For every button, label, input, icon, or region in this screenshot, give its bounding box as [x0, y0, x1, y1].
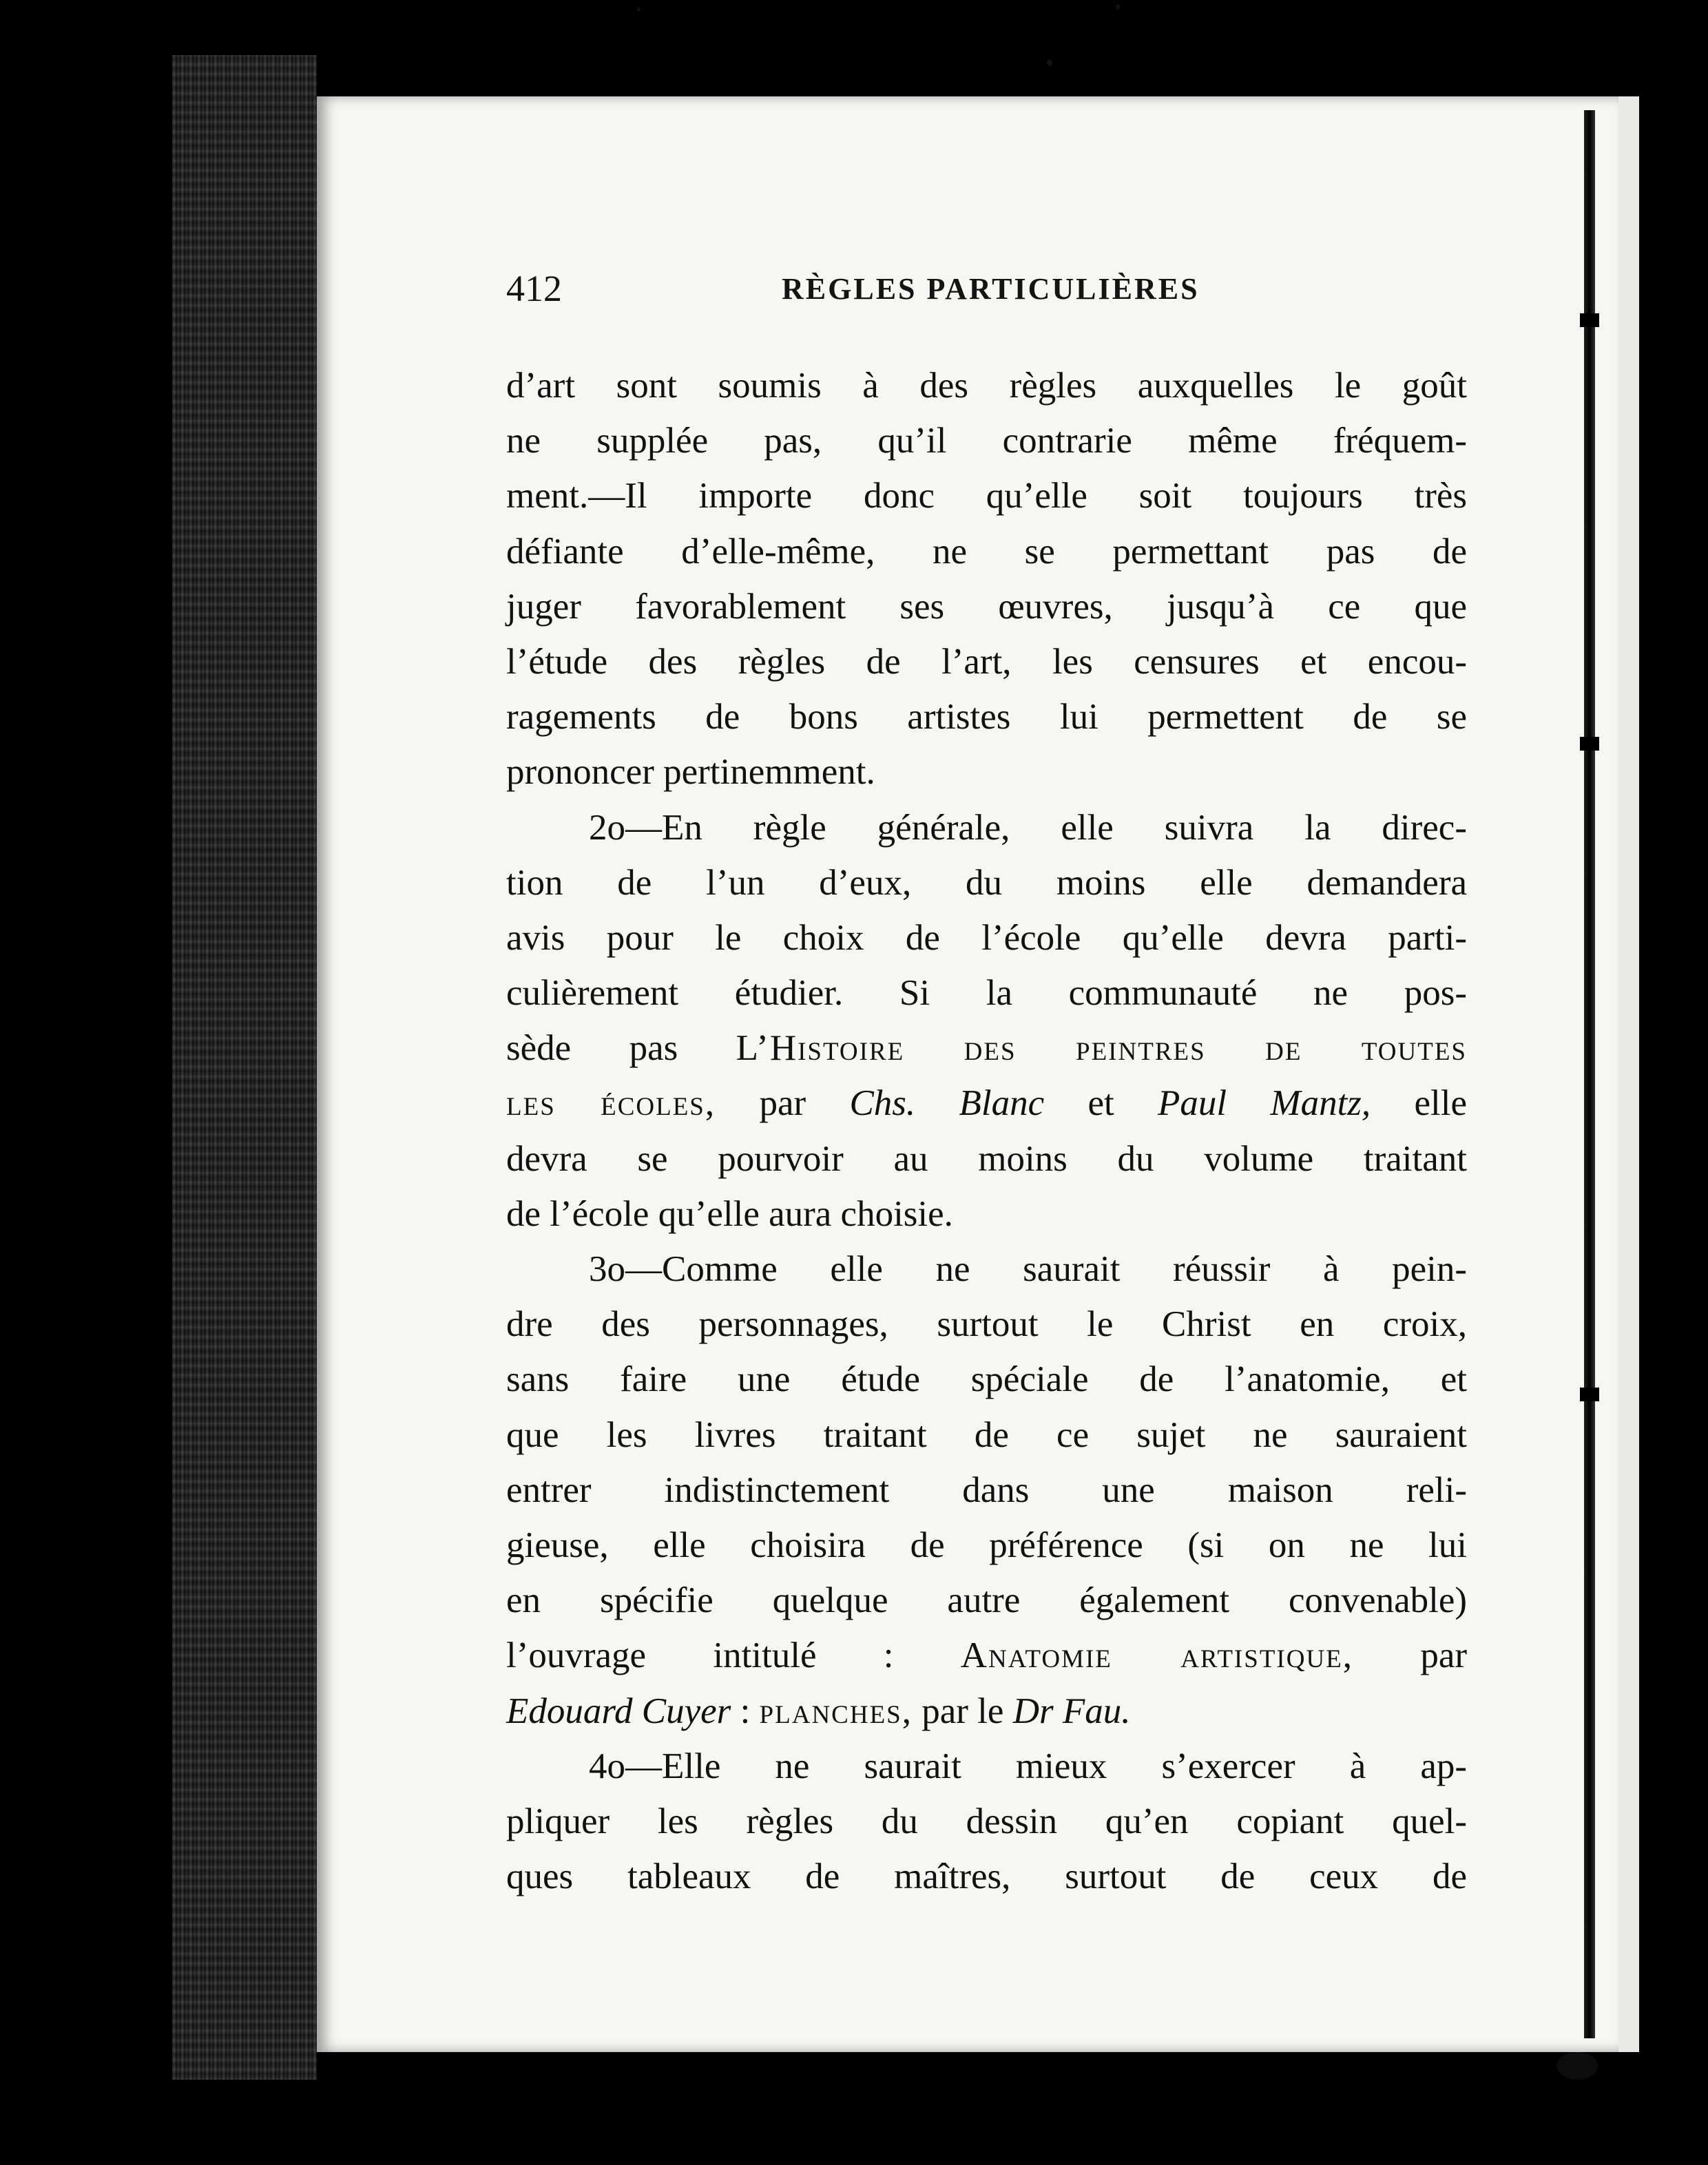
text-run: et — [1044, 1083, 1158, 1124]
text-line: tion de l’un d’eux, du moins elle demandera — [506, 862, 1467, 903]
text-line: que les livres traitant de ce sujet ne sauraient — [506, 1414, 1467, 1455]
text-line: ragements de bons artistes lui permettent de se — [506, 697, 1467, 738]
text-line: ne supplée pas, qu’il contrarie même fréquem- — [506, 421, 1467, 461]
binding-stitch — [1580, 313, 1599, 327]
text-line: ment.—Il importe donc qu’elle soit toujours très — [506, 476, 1467, 516]
author-name: Dr Fau. — [1012, 1691, 1131, 1731]
book-title: Anatomie artistique, — [960, 1635, 1354, 1676]
text-run: l’ouvrage intitulé : — [506, 1635, 961, 1676]
text-line-book-title — [506, 1021, 1467, 1076]
text-line: avis pour le choix de l’école qu’elle devra parti- — [506, 917, 1467, 958]
text-line: dre des personnages, surtout le Christ en croix, — [506, 1304, 1467, 1345]
body-text — [506, 358, 1467, 1904]
scan-speck — [637, 7, 640, 12]
scan-speck — [1556, 2052, 1598, 2080]
text-line: prononcer pertinemment. — [506, 752, 875, 793]
book-title: les écoles, — [506, 1083, 716, 1124]
text-run: par — [1353, 1635, 1467, 1676]
paragraph-2-start: 2o—En règle générale, elle suivra la direc- — [589, 807, 1467, 848]
next-page-edge — [1618, 96, 1639, 2052]
book-title: planches, — [759, 1691, 913, 1731]
book-title: L’Histoire des peintres de toutes — [736, 1028, 1467, 1069]
text-line: d’art sont soumis à des règles auxquelles le goût — [506, 366, 1467, 406]
scan-speck — [1116, 4, 1120, 10]
text-run: par — [716, 1083, 850, 1124]
text-line: gieuse, elle choisira de préférence (si on ne lui — [506, 1525, 1467, 1565]
text-line: devra se pourvoir au moins du volume traitant — [506, 1138, 1467, 1179]
binding-stitch — [1580, 737, 1599, 751]
paragraph-4-start: 4o—Elle ne saurait mieux s’exercer à ap- — [589, 1746, 1467, 1786]
text-line: pliquer les règles du dessin qu’en copiant quel- — [506, 1801, 1467, 1841]
text-run: par le — [913, 1691, 1013, 1731]
binding-thread — [1584, 110, 1595, 2038]
scan-speck — [1047, 59, 1052, 66]
text-run: sède pas — [506, 1028, 736, 1069]
text-run: : — [731, 1691, 760, 1731]
text-line-anatomy-author — [506, 1684, 1467, 1739]
text-line: de l’école qu’elle aura choisie. — [506, 1193, 953, 1234]
author-name: Edouard Cuyer — [506, 1691, 731, 1731]
text-line-authors — [506, 1076, 1467, 1131]
text-line: sans faire une étude spéciale de l’anatomie, et — [506, 1359, 1467, 1400]
running-head: RÈGLES PARTICULIÈRES — [782, 272, 1200, 306]
book-edge — [172, 55, 317, 2080]
text-line: défiante d’elle-même, ne se permettant pas de — [506, 531, 1467, 572]
text-line: en spécifie quelque autre également convenable) — [506, 1580, 1467, 1621]
text-line: culièrement étudier. Si la communauté ne pos- — [506, 973, 1467, 1014]
text-run: elle — [1371, 1083, 1468, 1124]
text-line: juger favorablement ses œuvres, jusqu’à ce que — [506, 586, 1467, 627]
text-line-anatomy-title — [506, 1628, 1467, 1683]
text-line: l’étude des règles de l’art, les censures et encou- — [506, 641, 1467, 682]
page-header — [506, 267, 1498, 308]
paragraph-3-start: 3o—Comme elle ne saurait réussir à pein- — [589, 1249, 1467, 1289]
binding-stitch — [1580, 1388, 1599, 1401]
text-line: entrer indistinctement dans une maison reli- — [506, 1470, 1467, 1510]
author-name: Chs. Blanc — [849, 1083, 1045, 1124]
page-number: 412 — [506, 268, 562, 309]
text-line: ques tableaux de maîtres, surtout de ceux de — [506, 1857, 1467, 1897]
author-name: Paul Mantz, — [1158, 1083, 1371, 1124]
